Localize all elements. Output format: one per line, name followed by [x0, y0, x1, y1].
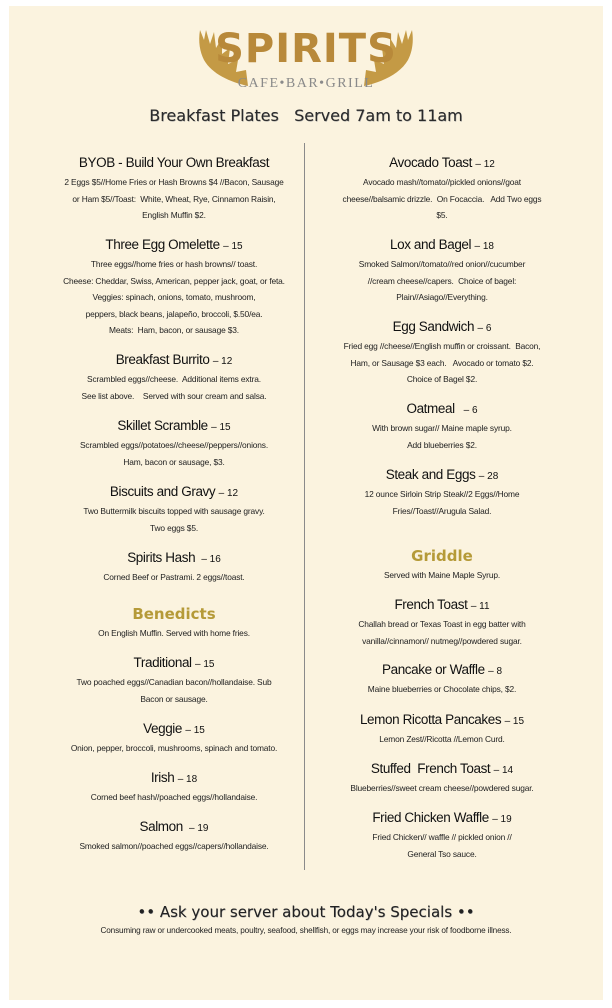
section-title: Griddle [411, 547, 473, 565]
item-price: – 8 [488, 666, 503, 677]
item-description-line: Onion, pepper, broccoli, mushrooms, spinach and tomato. [70, 743, 278, 753]
item-title: Salmon [139, 819, 183, 834]
item-name [318, 236, 566, 256]
item-description-line: cheese//balsamic drizzle. On Focaccia. Add Two eggs [342, 193, 542, 204]
item-name [318, 154, 566, 174]
item-description-line: Corned Beef or Pastrami. 2 eggs//toast. [103, 572, 245, 582]
item-name [45, 818, 303, 838]
menu-item [318, 809, 566, 862]
menu-item [45, 769, 303, 806]
item-title: Irish [150, 770, 175, 785]
item-description-line: Bacon or sausage. [140, 693, 208, 704]
item-description-line: Choice of Bagel $2. [406, 374, 478, 384]
item-title: Veggie [143, 721, 183, 736]
item-description-line: //cream cheese//capers. Choice of bagel: [367, 275, 517, 286]
menu-item [45, 549, 303, 586]
menu-item [45, 236, 303, 339]
item-name [45, 236, 303, 256]
menu-item [318, 466, 566, 519]
item-price: – 28 [478, 471, 499, 482]
item-price: – 16 [198, 554, 221, 565]
item-price: – 15 [504, 716, 525, 727]
item-description-line: 2 Eggs $5//Home Fries or Hash Browns $4 //Bacon, Sausage [64, 177, 284, 187]
item-title: Egg Sandwich [392, 319, 475, 334]
item-description-line: Avocado mash//tomato//pickled onions//goat [363, 177, 521, 187]
item-name [45, 720, 303, 740]
item-price: – 12 [218, 488, 239, 499]
food-safety-disclaimer: Consuming raw or undercooked meats, poultry, seafood, shellfish, or eggs may increase your risk of foodborne illness. [100, 926, 512, 935]
brand-name: SPIRITS [215, 26, 397, 72]
item-description-line: Ham, or Sausage $3 each. Avocado or tomato $2. [350, 357, 534, 368]
item-title: Spirits Hash [127, 550, 196, 565]
item-description-line: Maine blueberries or Chocolate chips, $2. [367, 684, 517, 694]
item-name [45, 549, 303, 569]
item-description-line: peppers, black beans, jalapeño, broccoli, $.50/ea. [85, 308, 263, 319]
item-price: – 18 [177, 774, 198, 785]
item-title: Fried Chicken Waffle [372, 810, 489, 825]
item-price: – 12 [212, 356, 233, 367]
breakfast-hours: Breakfast Plates Served 7am to 11am [149, 106, 463, 125]
item-description-line: Meats: Ham, bacon, or sausage $3. [109, 325, 239, 335]
item-description-line: Fries//Toast//Arugula Salad. [392, 505, 492, 516]
item-name [45, 351, 303, 371]
item-title: Steak and Eggs [385, 467, 476, 482]
menu-item [318, 661, 566, 698]
item-price: – 12 [475, 159, 495, 170]
item-name [318, 661, 566, 681]
item-description-line: Ham, bacon or sausage, $3. [123, 456, 225, 467]
menu-item [45, 720, 303, 757]
item-name [318, 400, 566, 420]
menu-item [318, 400, 566, 453]
item-description-line: Challah bread or Texas Toast in egg batter with [358, 619, 526, 629]
item-description-line: Scrambled eggs//potatoes//cheese//peppers//onions. [79, 440, 269, 450]
item-title: French Toast [394, 597, 468, 612]
item-description-line: vanilla//cinnamon// nutmeg//powdered sugar. [362, 635, 522, 646]
item-price: – 19 [186, 823, 209, 834]
item-name [45, 417, 303, 437]
item-name [45, 769, 303, 789]
item-description-line: Smoked Salmon//tomato//red onion//cucumber [358, 259, 526, 269]
menu-item [45, 154, 303, 224]
item-price: – 15 [185, 725, 205, 736]
column-divider [304, 143, 305, 870]
item-title: Three Egg Omelette [105, 237, 220, 252]
menu-item [318, 318, 566, 388]
item-title: BYOB - Build Your Own Breakfast [78, 155, 270, 170]
menu-item [318, 711, 566, 748]
item-price: – 6 [477, 323, 492, 334]
item-name [318, 318, 566, 338]
section-title: Benedicts [132, 605, 216, 623]
item-title: Oatmeal [406, 401, 455, 416]
spirits-logo [0, 22, 612, 100]
section-subtitle: Served with Maine Maple Syrup. [383, 570, 501, 580]
menu-item [45, 417, 303, 470]
item-price: – 15 [195, 659, 215, 670]
item-description-line: Veggies: spinach, onions, tomato, mushroom, [92, 292, 256, 302]
item-name [318, 466, 566, 486]
item-name [318, 760, 566, 780]
item-name [318, 596, 566, 616]
item-price: – 19 [492, 814, 512, 825]
item-price: – 6 [458, 405, 478, 416]
item-description-line: See list above. Served with sour cream and salsa. [81, 390, 267, 401]
item-price: – 11 [470, 601, 490, 612]
item-title: Skillet Scramble [117, 418, 208, 433]
item-description-line: Three eggs//home fries or hash browns// toast. [90, 259, 258, 269]
item-title: Traditional [133, 655, 192, 670]
item-description-line: Fried egg //cheese//English muffin or croissant. Bacon, [343, 341, 541, 351]
specials-banner: •• Ask your server about Today's Specials •• [137, 903, 475, 921]
item-name [45, 154, 303, 174]
item-title: Biscuits and Gravy [109, 484, 216, 499]
item-title: Pancake or Waffle [381, 662, 485, 677]
item-description-line: Two eggs $5. [149, 522, 199, 533]
menu-item [45, 654, 303, 707]
brand-tagline: CAFE•BAR•GRILL [237, 76, 375, 91]
item-price: – 14 [493, 765, 514, 776]
griddle-section [318, 546, 566, 584]
item-title: Stuffed French Toast [370, 761, 491, 776]
item-description-line: Corned beef hash//poached eggs//hollandaise. [90, 792, 258, 802]
menu-item [45, 818, 303, 855]
benedicts-section [45, 604, 303, 642]
menu-item [318, 236, 566, 306]
item-price: – 15 [211, 422, 231, 433]
item-name [318, 809, 566, 829]
item-title: Lox and Bagel [390, 237, 472, 252]
item-description-line: Fried Chicken// waffle // pickled onion // [372, 832, 512, 842]
menu-item [318, 154, 566, 224]
item-description-line: Two poached eggs//Canadian bacon//hollandaise. Sub [76, 677, 272, 687]
menu-item [45, 351, 303, 404]
item-title: Avocado Toast [389, 155, 473, 170]
item-title: Lemon Ricotta Pancakes [359, 712, 502, 727]
item-description-line: Blueberries//sweet cream cheese//powdered sugar. [350, 783, 534, 793]
item-description-line: 12 ounce Sirloin Strip Steak//2 Eggs//Home [364, 489, 520, 499]
menu-item [318, 760, 566, 797]
item-description-line: $5. [436, 210, 448, 220]
item-description-line: Cheese: Cheddar, Swiss, American, pepper jack, goat, or feta. [63, 275, 285, 286]
item-description-line: Lemon Zest//Ricotta //Lemon Curd. [379, 734, 505, 744]
item-description-line: Plain//Asiago//Everything. [396, 292, 488, 302]
item-description-line: Two Buttermilk biscuits topped with sausage gravy. [83, 506, 265, 516]
item-description-line: Smoked salmon//poached eggs//capers//hollandaise. [79, 841, 269, 851]
item-name [45, 483, 303, 503]
item-price: – 15 [223, 241, 243, 252]
item-name [318, 711, 566, 731]
menu-item [45, 483, 303, 536]
item-description-line: Scrambled eggs//cheese. Additional items extra. [87, 374, 261, 384]
item-description-line: General Tso sauce. [407, 848, 477, 859]
item-description-line: or Ham $5//Toast: White, Wheat, Rye, Cinnamon Raisin, [72, 193, 276, 204]
section-subtitle: On English Muffin. Served with home fries. [98, 628, 250, 638]
item-price: – 18 [474, 241, 494, 252]
menu-item [318, 596, 566, 649]
item-name [45, 654, 303, 674]
item-description-line: With brown sugar// Maine maple syrup. [372, 423, 512, 433]
item-title: Breakfast Burrito [115, 352, 210, 367]
item-description-line: English Muffin $2. [142, 210, 206, 220]
item-description-line: Add blueberries $2. [407, 439, 477, 450]
